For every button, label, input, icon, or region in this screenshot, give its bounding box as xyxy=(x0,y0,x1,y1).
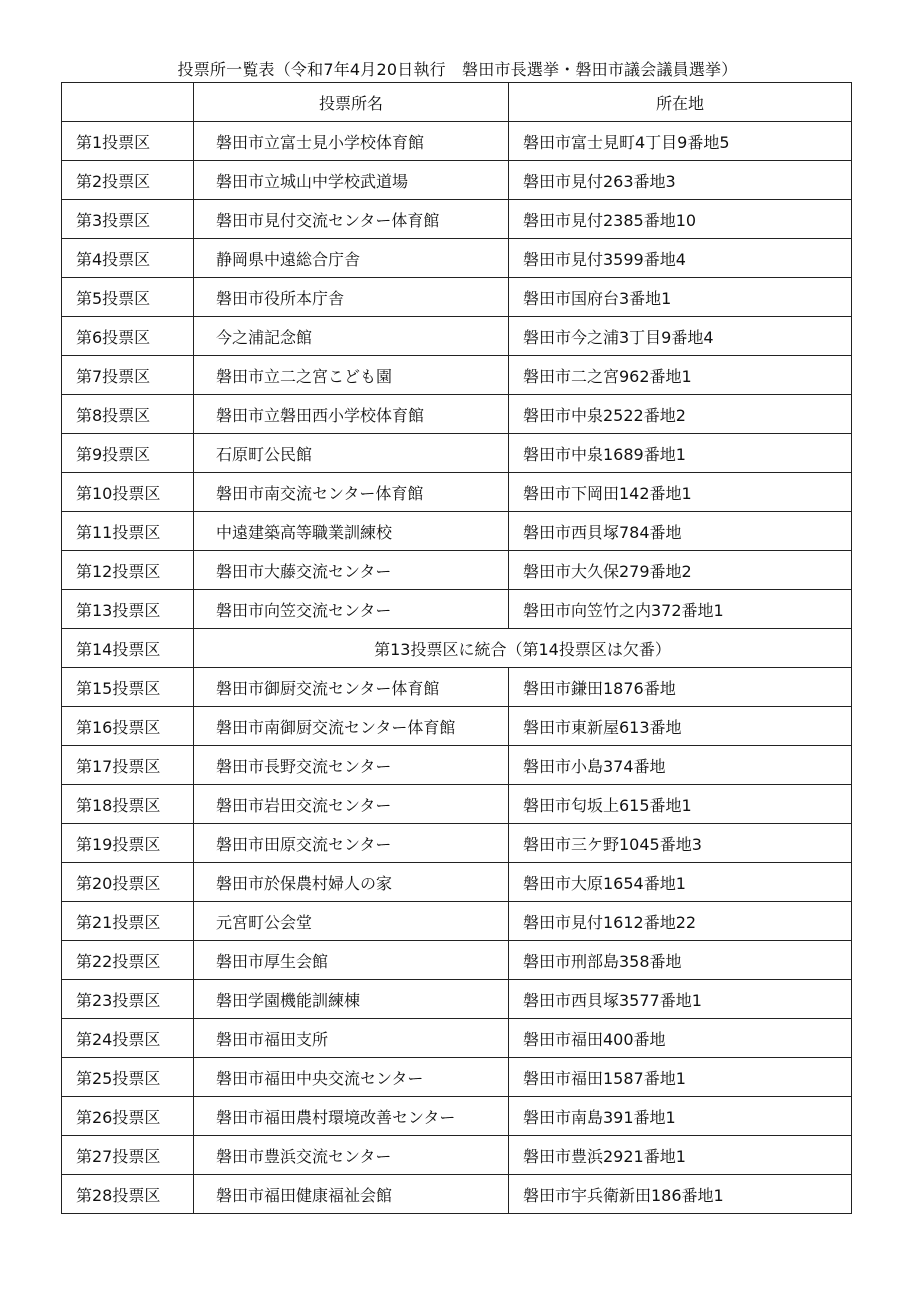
district-cell: 第12投票区 xyxy=(62,551,194,590)
district-cell: 第2投票区 xyxy=(62,161,194,200)
table-row xyxy=(62,161,852,200)
table-row xyxy=(62,902,852,941)
address-cell: 磐田市見付1612番地22 xyxy=(509,902,852,941)
place-name-cell: 磐田市長野交流センター xyxy=(194,746,509,785)
district-cell: 第23投票区 xyxy=(62,980,194,1019)
address-cell: 磐田市見付263番地3 xyxy=(509,161,852,200)
district-cell: 第7投票区 xyxy=(62,356,194,395)
place-name-cell: 磐田市大藤交流センター xyxy=(194,551,509,590)
table-row xyxy=(62,863,852,902)
place-name-cell: 磐田市見付交流センター体育館 xyxy=(194,200,509,239)
address-cell: 磐田市向笠竹之内372番地1 xyxy=(509,590,852,629)
table-row xyxy=(62,785,852,824)
address-cell: 磐田市大原1654番地1 xyxy=(509,863,852,902)
document-title: 投票所一覧表（令和7年4月20日執行 磐田市長選挙・磐田市議会議員選挙） xyxy=(177,60,738,79)
table-row xyxy=(62,317,852,356)
address-cell: 磐田市今之浦3丁目9番地4 xyxy=(509,317,852,356)
table-body xyxy=(62,122,852,1214)
table-row xyxy=(62,122,852,161)
table-row xyxy=(62,629,852,668)
table-row xyxy=(62,239,852,278)
place-name-cell: 磐田市南交流センター体育館 xyxy=(194,473,509,512)
place-name-cell: 磐田市立磐田西小学校体育館 xyxy=(194,395,509,434)
address-cell: 磐田市富士見町4丁目9番地5 xyxy=(509,122,852,161)
place-name-cell: 磐田市福田中央交流センター xyxy=(194,1058,509,1097)
address-cell: 磐田市刑部島358番地 xyxy=(509,941,852,980)
table-row xyxy=(62,434,852,473)
address-cell: 磐田市二之宮962番地1 xyxy=(509,356,852,395)
table-row xyxy=(62,1175,852,1214)
address-cell: 磐田市三ケ野1045番地3 xyxy=(509,824,852,863)
address-cell: 磐田市匂坂上615番地1 xyxy=(509,785,852,824)
place-name-cell: 磐田市豊浜交流センター xyxy=(194,1136,509,1175)
place-name-cell: 磐田市立二之宮こども園 xyxy=(194,356,509,395)
district-cell: 第14投票区 xyxy=(62,629,194,668)
table-row xyxy=(62,395,852,434)
address-cell: 磐田市東新屋613番地 xyxy=(509,707,852,746)
district-cell: 第24投票区 xyxy=(62,1019,194,1058)
place-name-cell: 磐田市役所本庁舎 xyxy=(194,278,509,317)
district-cell: 第19投票区 xyxy=(62,824,194,863)
table-row xyxy=(62,200,852,239)
district-cell: 第11投票区 xyxy=(62,512,194,551)
place-name-cell: 石原町公民館 xyxy=(194,434,509,473)
address-cell: 磐田市見付2385番地10 xyxy=(509,200,852,239)
table-row xyxy=(62,278,852,317)
address-cell: 磐田市見付3599番地4 xyxy=(509,239,852,278)
place-name-cell: 中遠建築高等職業訓練校 xyxy=(194,512,509,551)
table-row xyxy=(62,356,852,395)
address-cell: 磐田市宇兵衛新田186番地1 xyxy=(509,1175,852,1214)
district-cell: 第5投票区 xyxy=(62,278,194,317)
place-name-cell: 元宮町公会堂 xyxy=(194,902,509,941)
district-cell: 第6投票区 xyxy=(62,317,194,356)
address-cell: 磐田市大久保279番地2 xyxy=(509,551,852,590)
header-district xyxy=(62,83,194,122)
address-cell: 磐田市福田1587番地1 xyxy=(509,1058,852,1097)
place-name-cell: 磐田市御厨交流センター体育館 xyxy=(194,668,509,707)
table-row xyxy=(62,980,852,1019)
address-cell: 磐田市中泉1689番地1 xyxy=(509,434,852,473)
address-cell: 磐田市西貝塚3577番地1 xyxy=(509,980,852,1019)
address-cell: 磐田市鎌田1876番地 xyxy=(509,668,852,707)
district-cell: 第9投票区 xyxy=(62,434,194,473)
address-cell: 磐田市小島374番地 xyxy=(509,746,852,785)
table-header-row xyxy=(62,83,852,122)
table-row xyxy=(62,707,852,746)
district-cell: 第13投票区 xyxy=(62,590,194,629)
place-name-cell: 磐田市立城山中学校武道場 xyxy=(194,161,509,200)
address-cell: 磐田市国府台3番地1 xyxy=(509,278,852,317)
district-cell: 第8投票区 xyxy=(62,395,194,434)
district-cell: 第25投票区 xyxy=(62,1058,194,1097)
table-row xyxy=(62,590,852,629)
district-cell: 第16投票区 xyxy=(62,707,194,746)
table-row xyxy=(62,1019,852,1058)
table-row xyxy=(62,746,852,785)
place-name-cell: 磐田市立富士見小学校体育館 xyxy=(194,122,509,161)
district-cell: 第26投票区 xyxy=(62,1097,194,1136)
table-row xyxy=(62,512,852,551)
place-name-cell: 今之浦記念館 xyxy=(194,317,509,356)
table-row xyxy=(62,551,852,590)
merged-note-cell: 第13投票区に統合（第14投票区は欠番） xyxy=(194,629,852,668)
place-name-cell: 磐田市於保農村婦人の家 xyxy=(194,863,509,902)
district-cell: 第27投票区 xyxy=(62,1136,194,1175)
header-address: 所在地 xyxy=(509,83,852,122)
district-cell: 第21投票区 xyxy=(62,902,194,941)
place-name-cell: 磐田市向笠交流センター xyxy=(194,590,509,629)
district-cell: 第20投票区 xyxy=(62,863,194,902)
polling-station-table xyxy=(61,82,852,1214)
address-cell: 磐田市下岡田142番地1 xyxy=(509,473,852,512)
place-name-cell: 磐田市南御厨交流センター体育館 xyxy=(194,707,509,746)
place-name-cell: 磐田市岩田交流センター xyxy=(194,785,509,824)
address-cell: 磐田市福田400番地 xyxy=(509,1019,852,1058)
district-cell: 第10投票区 xyxy=(62,473,194,512)
place-name-cell: 磐田市福田支所 xyxy=(194,1019,509,1058)
place-name-cell: 磐田市田原交流センター xyxy=(194,824,509,863)
table-row xyxy=(62,824,852,863)
district-cell: 第18投票区 xyxy=(62,785,194,824)
place-name-cell: 磐田学園機能訓練棟 xyxy=(194,980,509,1019)
address-cell: 磐田市豊浜2921番地1 xyxy=(509,1136,852,1175)
place-name-cell: 磐田市福田健康福祉会館 xyxy=(194,1175,509,1214)
address-cell: 磐田市西貝塚784番地 xyxy=(509,512,852,551)
table-row xyxy=(62,941,852,980)
table-row xyxy=(62,668,852,707)
table-row xyxy=(62,1058,852,1097)
district-cell: 第28投票区 xyxy=(62,1175,194,1214)
table-row xyxy=(62,1136,852,1175)
address-cell: 磐田市南島391番地1 xyxy=(509,1097,852,1136)
district-cell: 第3投票区 xyxy=(62,200,194,239)
place-name-cell: 磐田市福田農村環境改善センター xyxy=(194,1097,509,1136)
district-cell: 第1投票区 xyxy=(62,122,194,161)
address-cell: 磐田市中泉2522番地2 xyxy=(509,395,852,434)
district-cell: 第4投票区 xyxy=(62,239,194,278)
district-cell: 第17投票区 xyxy=(62,746,194,785)
table-row xyxy=(62,1097,852,1136)
place-name-cell: 静岡県中遠総合庁舎 xyxy=(194,239,509,278)
district-cell: 第15投票区 xyxy=(62,668,194,707)
place-name-cell: 磐田市厚生会館 xyxy=(194,941,509,980)
table-row xyxy=(62,473,852,512)
district-cell: 第22投票区 xyxy=(62,941,194,980)
header-place-name: 投票所名 xyxy=(194,83,509,122)
